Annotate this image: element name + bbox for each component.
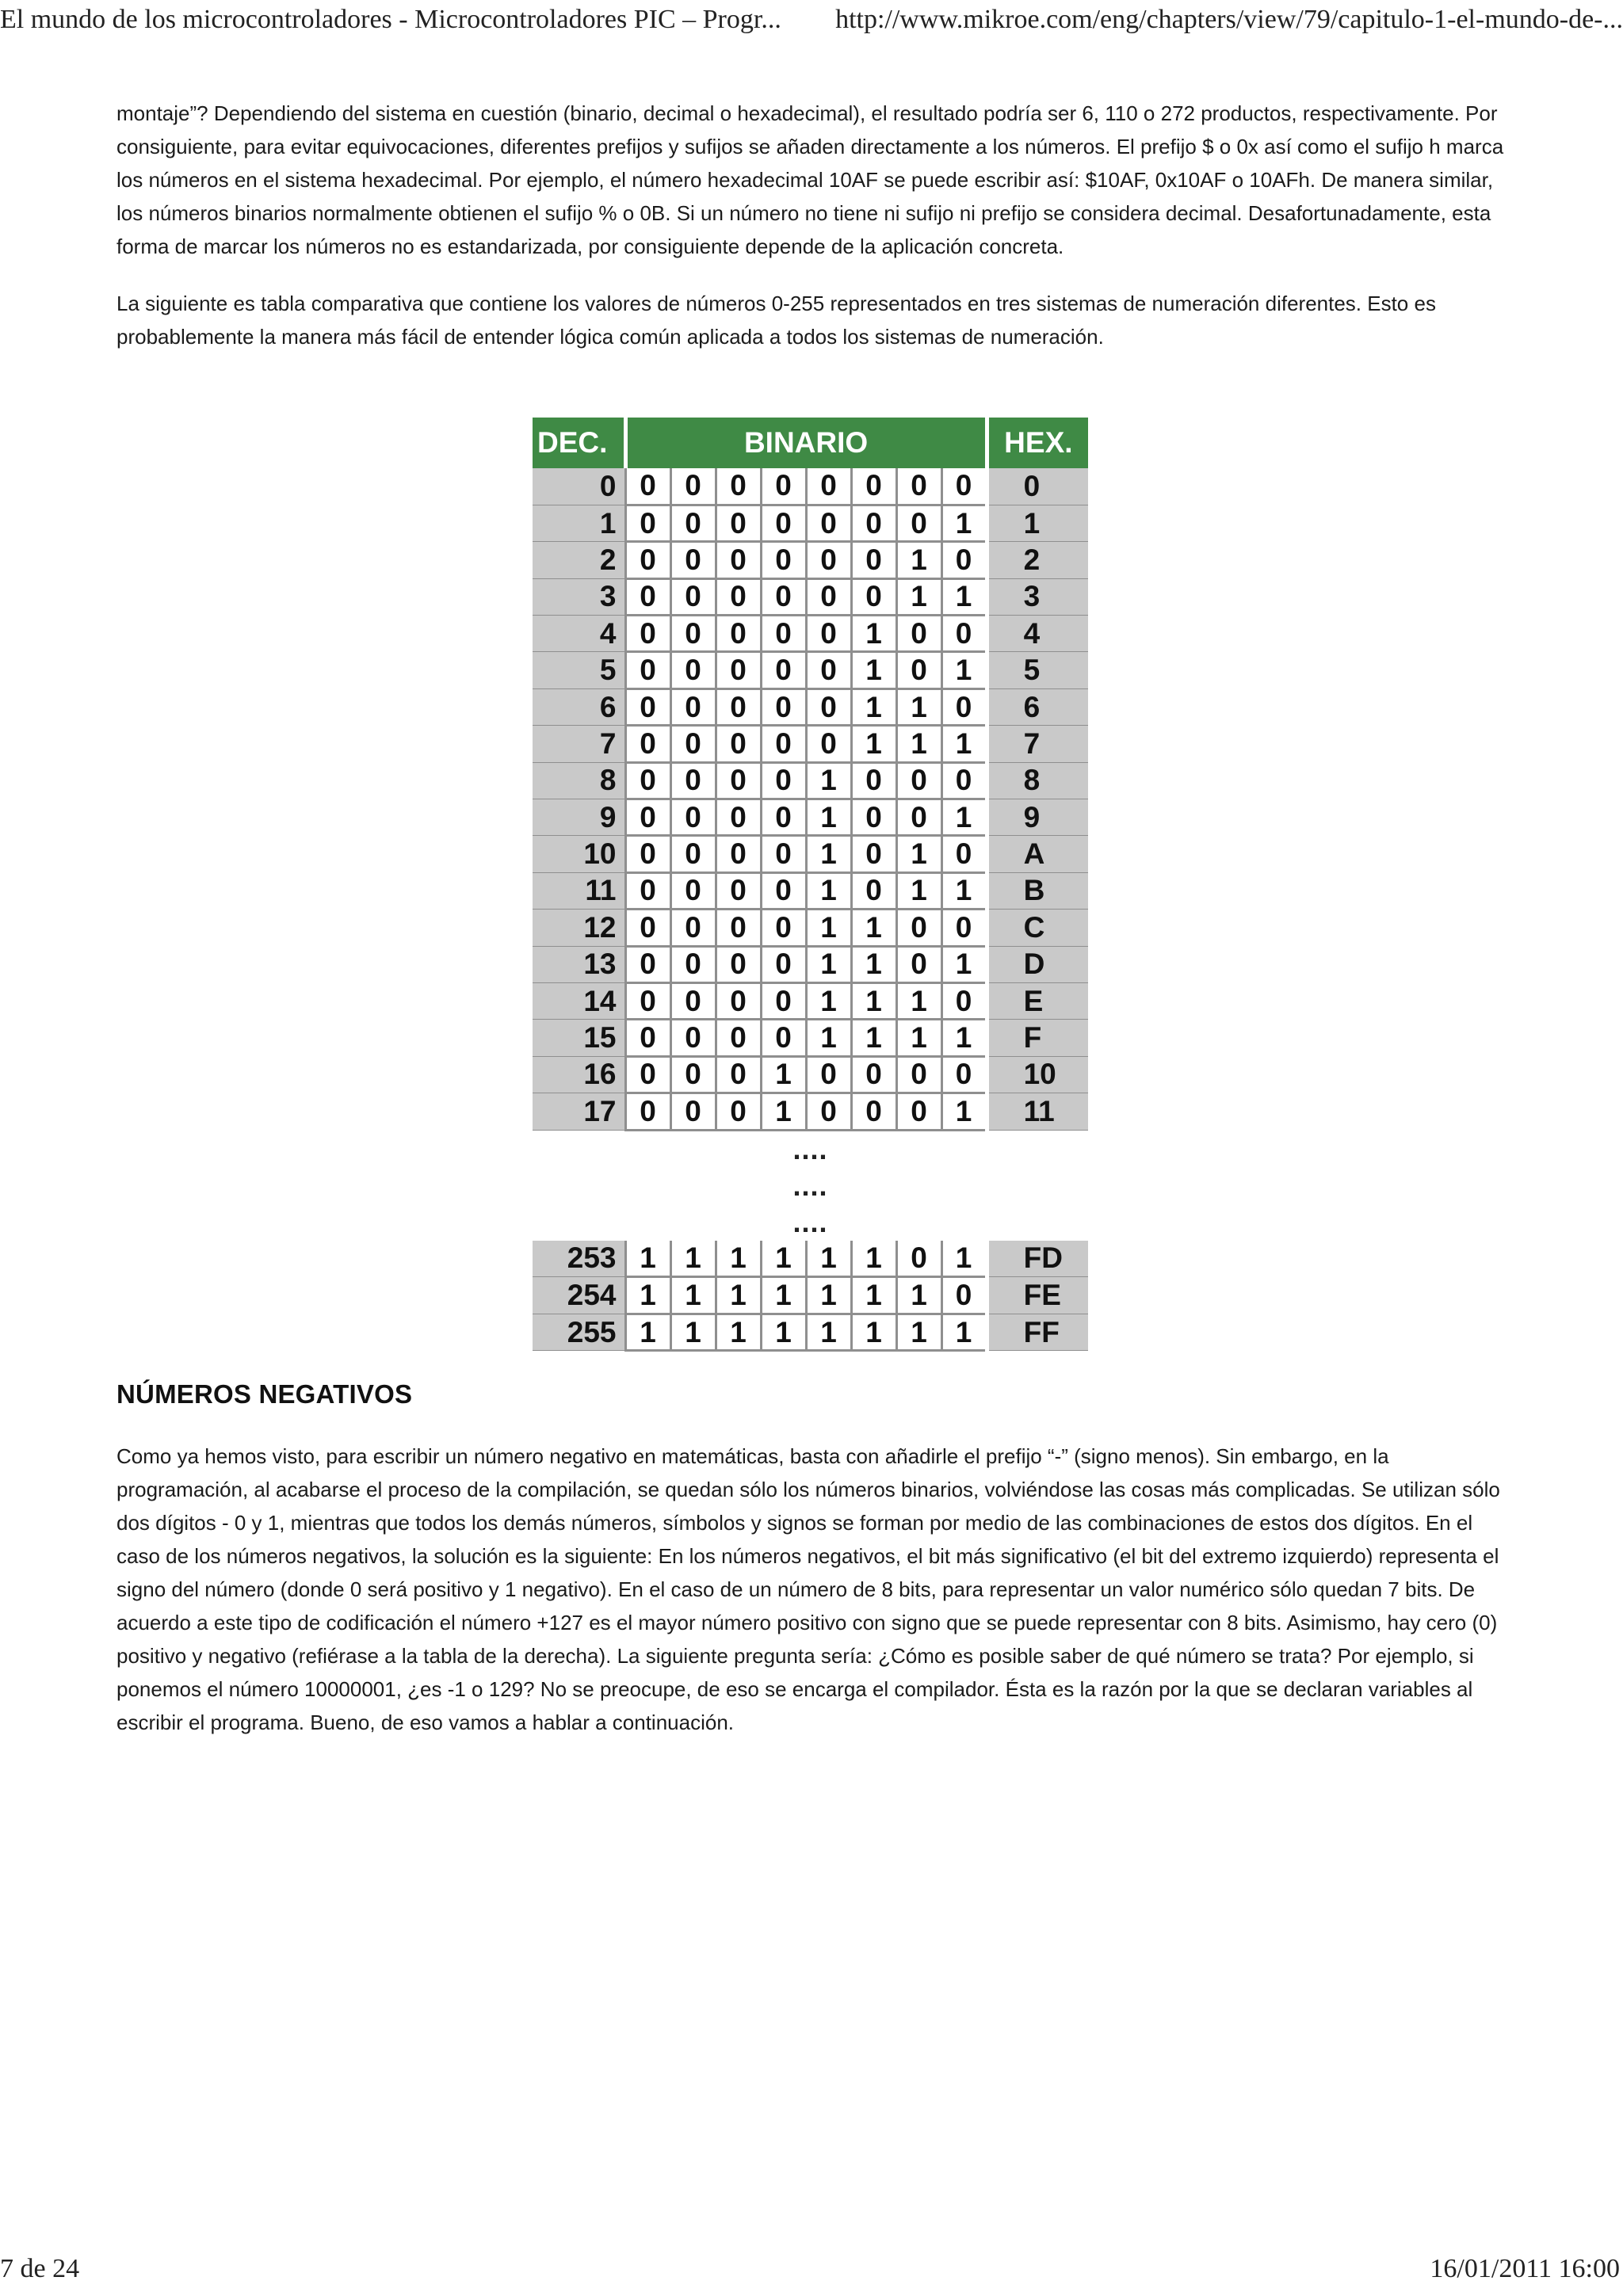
bit-cell: 0: [806, 688, 851, 725]
paragraph-negative-numbers: Como ya hemos visto, para escribir un número negativo en matemáticas, basta con añadirle el prefijo “-” (signo menos). Sin embargo, en la programación, al acabarse el proceso de la compilación, se quedan sólo los números binarios, volviéndose las cosas más complicadas. Se utilizan sólo dos dígitos - 0 y 1, mientras que todos los demás números, símbolos y signos se forman por medio de las combinaciones de estos dos dígitos. En el caso de los números negativos, la solución es la siguiente: En los números negativos, el bit más significativo (el bit del extremo izquierdo) representa el signo del número (donde 0 será positivo y 1 negativo). En el caso de un número de 8 bits, para representar un valor numérico sólo quedan 7 bits. De acuerdo a este tipo de codificación el número +127 es el mayor número positivo con signo que se puede representar con 8 bits. Asimismo, hay cero (0) positivo y negativo (refiérase a la tabla de la derecha). La siguiente pregunta sería: ¿Cómo es posible saber de qué número se trata? Por ejemplo, si ponemos el número 10000001, ¿es -1 o 129? No se preocupe, de eso se encarga el compilador. Ésta es la razón por la que se declaran variables al escribir el programa. Bueno, de eso vamos a hablar a continuación.: [116, 1444, 1500, 1734]
bit-cell: 1: [851, 982, 896, 1019]
conversion-table: [533, 418, 1088, 1352]
bit-cell: 1: [670, 1314, 716, 1350]
bit-cell: 1: [941, 578, 987, 615]
bit-cell: 0: [806, 726, 851, 762]
bit-cell: 1: [806, 872, 851, 909]
bit-cell: 0: [941, 910, 987, 946]
dec-cell: 11: [533, 872, 625, 909]
bit-cell: 0: [670, 578, 716, 615]
bit-cell: 0: [761, 872, 806, 909]
hex-cell: FF: [987, 1314, 1088, 1350]
bit-cell: 0: [716, 982, 761, 1019]
bit-cell: 0: [625, 505, 670, 541]
bit-cell: 0: [941, 468, 987, 505]
table-row: [533, 799, 1088, 836]
bit-cell: 0: [896, 1241, 941, 1277]
bit-cell: 0: [670, 910, 716, 946]
bit-cell: 1: [851, 1020, 896, 1056]
bit-cell: 0: [806, 652, 851, 688]
bit-cell: 0: [851, 872, 896, 909]
bit-cell: 1: [896, 836, 941, 872]
bit-cell: 0: [941, 982, 987, 1019]
bit-cell: 0: [761, 616, 806, 652]
hex-cell: F: [987, 1020, 1088, 1056]
bit-cell: 0: [851, 505, 896, 541]
bit-cell: 0: [670, 726, 716, 762]
hex-cell: 3: [987, 578, 1088, 615]
dec-cell: 5: [533, 652, 625, 688]
hex-cell: 5: [987, 652, 1088, 688]
bit-cell: 1: [941, 946, 987, 982]
bit-cell: 0: [806, 616, 851, 652]
bit-cell: 0: [625, 1020, 670, 1056]
bit-cell: 0: [670, 1093, 716, 1130]
bit-cell: 1: [941, 1093, 987, 1130]
bit-cell: 0: [716, 799, 761, 836]
dec-cell: 12: [533, 910, 625, 946]
bit-cell: 0: [625, 946, 670, 982]
bit-cell: 0: [670, 1056, 716, 1093]
hex-cell: D: [987, 946, 1088, 982]
table-row: [533, 836, 1088, 872]
dec-cell: 253: [533, 1241, 625, 1277]
hex-cell: E: [987, 982, 1088, 1019]
bit-cell: 1: [806, 946, 851, 982]
bit-cell: 1: [806, 1241, 851, 1277]
bit-cell: 0: [761, 468, 806, 505]
bit-cell: 1: [896, 688, 941, 725]
table-row: [533, 505, 1088, 541]
bit-cell: 1: [896, 982, 941, 1019]
bit-cell: 0: [761, 910, 806, 946]
bit-cell: 1: [896, 1020, 941, 1056]
bit-cell: 0: [716, 946, 761, 982]
bit-cell: 0: [851, 799, 896, 836]
bit-cell: 1: [896, 726, 941, 762]
table-row: [533, 1314, 1088, 1350]
bit-cell: 1: [806, 1277, 851, 1314]
bit-cell: 0: [896, 1093, 941, 1130]
bit-cell: 1: [716, 1277, 761, 1314]
bit-cell: 0: [670, 505, 716, 541]
number-systems-table: [533, 418, 1088, 1352]
bit-cell: 0: [851, 578, 896, 615]
bit-cell: 0: [716, 578, 761, 615]
bit-cell: 0: [761, 799, 806, 836]
bit-cell: 1: [761, 1277, 806, 1314]
bit-cell: 0: [716, 726, 761, 762]
bit-cell: 0: [761, 946, 806, 982]
bit-cell: 0: [806, 1093, 851, 1130]
bit-cell: 0: [625, 762, 670, 799]
bit-cell: 0: [761, 542, 806, 578]
bit-cell: 0: [670, 982, 716, 1019]
bit-cell: 1: [896, 1277, 941, 1314]
hex-cell: 4: [987, 616, 1088, 652]
bit-cell: 0: [941, 616, 987, 652]
bit-cell: 1: [851, 1277, 896, 1314]
header-hex: HEX.: [987, 418, 1088, 468]
bit-cell: 0: [625, 872, 670, 909]
dec-cell: 1: [533, 505, 625, 541]
dec-cell: 4: [533, 616, 625, 652]
intro-text: [116, 97, 1511, 353]
bit-cell: 0: [941, 1277, 987, 1314]
dec-cell: 13: [533, 946, 625, 982]
bit-cell: 0: [896, 468, 941, 505]
bit-cell: 0: [625, 688, 670, 725]
bit-cell: 1: [941, 872, 987, 909]
dec-cell: 17: [533, 1093, 625, 1130]
bit-cell: 0: [896, 616, 941, 652]
bit-cell: 1: [941, 505, 987, 541]
table-row: [533, 616, 1088, 652]
table-row: [533, 726, 1088, 762]
table-row: [533, 946, 1088, 982]
bit-cell: 1: [670, 1277, 716, 1314]
bit-cell: 0: [625, 1093, 670, 1130]
bit-cell: 0: [625, 542, 670, 578]
bit-cell: 1: [851, 652, 896, 688]
table-ellipsis-row: [533, 1130, 1088, 1241]
dec-cell: 10: [533, 836, 625, 872]
table-row: [533, 982, 1088, 1019]
bit-cell: 0: [716, 505, 761, 541]
table-row: [533, 1056, 1088, 1093]
ellipsis-line: ....: [792, 1132, 828, 1165]
bit-cell: 1: [806, 799, 851, 836]
bit-cell: 0: [761, 688, 806, 725]
bit-cell: 1: [806, 1020, 851, 1056]
paragraph-table-intro: La siguiente es tabla comparativa que contiene los valores de números 0-255 representados en tres sistemas de numeración diferentes. Esto es probablemente la manera más fácil de entender lógica común aplicada a todos los sistemas de numeración.: [116, 292, 1436, 349]
dec-cell: 16: [533, 1056, 625, 1093]
bit-cell: 0: [625, 578, 670, 615]
dec-cell: 15: [533, 1020, 625, 1056]
bit-cell: 0: [670, 872, 716, 909]
bit-cell: 1: [941, 799, 987, 836]
bit-cell: 0: [670, 946, 716, 982]
dec-cell: 0: [533, 468, 625, 505]
hex-cell: 1: [987, 505, 1088, 541]
bit-cell: 1: [806, 1314, 851, 1350]
section-heading: NÚMEROS NEGATIVOS: [116, 1379, 413, 1409]
table-row: [533, 578, 1088, 615]
bit-cell: 0: [670, 762, 716, 799]
bit-cell: 1: [896, 872, 941, 909]
bit-cell: 0: [761, 836, 806, 872]
hex-cell: 6: [987, 688, 1088, 725]
dec-cell: 255: [533, 1314, 625, 1350]
bit-cell: 0: [716, 1093, 761, 1130]
table-row: [533, 1020, 1088, 1056]
bit-cell: 1: [851, 726, 896, 762]
page-url: http://www.mikroe.com/eng/chapters/view/79/capitulo-1-el-mundo-de-...: [835, 5, 1623, 34]
bit-cell: 0: [941, 542, 987, 578]
bit-cell: 0: [761, 505, 806, 541]
table-row: [533, 1241, 1088, 1277]
table-row: [533, 1093, 1088, 1130]
bit-cell: 0: [941, 836, 987, 872]
bit-cell: 0: [670, 616, 716, 652]
bit-cell: 0: [625, 910, 670, 946]
bit-cell: 0: [716, 872, 761, 909]
bit-cell: 0: [941, 688, 987, 725]
bit-cell: 0: [806, 542, 851, 578]
bit-cell: 0: [625, 799, 670, 836]
bit-cell: 1: [806, 982, 851, 1019]
bit-cell: 1: [806, 836, 851, 872]
bit-cell: 0: [716, 836, 761, 872]
bit-cell: 0: [716, 542, 761, 578]
bit-cell: 0: [716, 910, 761, 946]
bit-cell: 0: [941, 1056, 987, 1093]
bit-cell: 0: [851, 542, 896, 578]
bit-cell: 0: [806, 578, 851, 615]
bit-cell: 0: [625, 652, 670, 688]
bit-cell: 0: [896, 1056, 941, 1093]
dec-cell: 14: [533, 982, 625, 1019]
hex-cell: FD: [987, 1241, 1088, 1277]
bit-cell: 0: [896, 652, 941, 688]
bit-cell: 1: [670, 1241, 716, 1277]
print-datetime: 16/01/2011 16:00: [1430, 2254, 1620, 2283]
dec-cell: 8: [533, 762, 625, 799]
bit-cell: 1: [851, 910, 896, 946]
bit-cell: 1: [851, 1314, 896, 1350]
negative-numbers-text: [116, 1440, 1511, 1739]
bit-cell: 1: [625, 1277, 670, 1314]
paragraph-prefixes: montaje”? Dependiendo del sistema en cuestión (binario, decimal o hexadecimal), el resultado podría ser 6, 110 o 272 productos, respectivamente. Por consiguiente, para evitar equivocaciones, diferentes prefijos y sufijos se añaden directamente a los números. El prefijo $ o 0x así como el sufijo h marca los números en el sistema hexadecimal. Por ejemplo, el número hexadecimal 10AF se puede escribir así: $10AF, 0x10AF o 10AFh. De manera similar, los números binarios normalmente obtienen el sufijo % o 0B. Si un número no tiene ni sufijo ni prefijo se considera decimal. Desafortunadamente, esta forma de marcar los números no es estandarizada, por consiguiente depende de la aplicación concreta.: [116, 101, 1504, 258]
bit-cell: 0: [716, 616, 761, 652]
bit-cell: 1: [716, 1314, 761, 1350]
bit-cell: 0: [670, 799, 716, 836]
bit-cell: 0: [851, 762, 896, 799]
bit-cell: 1: [896, 1314, 941, 1350]
bit-cell: 1: [806, 910, 851, 946]
bit-cell: 1: [625, 1314, 670, 1350]
bit-cell: 1: [851, 688, 896, 725]
hex-cell: 9: [987, 799, 1088, 836]
hex-cell: 2: [987, 542, 1088, 578]
bit-cell: 1: [941, 652, 987, 688]
page-number: 7 de 24: [0, 2254, 80, 2283]
dec-cell: 3: [533, 578, 625, 615]
hex-cell: B: [987, 872, 1088, 909]
bit-cell: 0: [716, 652, 761, 688]
bit-cell: 1: [761, 1241, 806, 1277]
bit-cell: 1: [941, 726, 987, 762]
bit-cell: 0: [941, 762, 987, 799]
header-binario: BINARIO: [625, 418, 987, 468]
bit-cell: 0: [896, 799, 941, 836]
hex-cell: A: [987, 836, 1088, 872]
table-row: [533, 468, 1088, 505]
bit-cell: 0: [670, 688, 716, 725]
bit-cell: 0: [716, 468, 761, 505]
bit-cell: 1: [625, 1241, 670, 1277]
bit-cell: 0: [625, 836, 670, 872]
bit-cell: 1: [896, 578, 941, 615]
bit-cell: 0: [896, 946, 941, 982]
print-header: [0, 0, 1623, 48]
bit-cell: 1: [806, 762, 851, 799]
ellipsis-dots: [533, 1131, 1088, 1241]
bit-cell: 0: [670, 542, 716, 578]
bit-cell: 1: [761, 1093, 806, 1130]
table-header-row: [533, 418, 1088, 468]
hex-cell: 7: [987, 726, 1088, 762]
bit-cell: 1: [851, 1241, 896, 1277]
bit-cell: 0: [851, 1056, 896, 1093]
bit-cell: 0: [625, 1056, 670, 1093]
table-row: [533, 762, 1088, 799]
bit-cell: 1: [941, 1314, 987, 1350]
bit-cell: 0: [761, 726, 806, 762]
bit-cell: 0: [625, 726, 670, 762]
hex-cell: FE: [987, 1277, 1088, 1314]
ellipsis-line: ....: [792, 1205, 828, 1238]
bit-cell: 0: [670, 468, 716, 505]
bit-cell: 0: [716, 688, 761, 725]
bit-cell: 0: [896, 505, 941, 541]
print-footer: [0, 2254, 1623, 2294]
dec-cell: 2: [533, 542, 625, 578]
bit-cell: 0: [670, 1020, 716, 1056]
bit-cell: 0: [761, 578, 806, 615]
bit-cell: 0: [806, 505, 851, 541]
bit-cell: 0: [761, 1020, 806, 1056]
bit-cell: 0: [716, 1020, 761, 1056]
bit-cell: 1: [896, 542, 941, 578]
page-title: El mundo de los microcontroladores - Microcontroladores PIC – Progr...: [0, 5, 781, 34]
table-row: [533, 910, 1088, 946]
bit-cell: 0: [625, 468, 670, 505]
hex-cell: 10: [987, 1056, 1088, 1093]
hex-cell: C: [987, 910, 1088, 946]
hex-cell: 8: [987, 762, 1088, 799]
bit-cell: 0: [761, 982, 806, 1019]
bit-cell: 0: [716, 1056, 761, 1093]
hex-cell: 11: [987, 1093, 1088, 1130]
hex-cell: 0: [987, 468, 1088, 505]
bit-cell: 0: [625, 982, 670, 1019]
dec-cell: 9: [533, 799, 625, 836]
bit-cell: 0: [806, 468, 851, 505]
bit-cell: 0: [806, 1056, 851, 1093]
bit-cell: 1: [851, 946, 896, 982]
bit-cell: 0: [851, 468, 896, 505]
dec-cell: 7: [533, 726, 625, 762]
bit-cell: 0: [625, 616, 670, 652]
bit-cell: 0: [896, 910, 941, 946]
ellipsis-line: ....: [792, 1169, 828, 1202]
bit-cell: 1: [851, 616, 896, 652]
bit-cell: 0: [761, 762, 806, 799]
bit-cell: 1: [761, 1314, 806, 1350]
bit-cell: 1: [716, 1241, 761, 1277]
bit-cell: 0: [851, 1093, 896, 1130]
bit-cell: 0: [716, 762, 761, 799]
header-dec: DEC.: [533, 418, 625, 468]
table-row: [533, 652, 1088, 688]
bit-cell: 1: [941, 1020, 987, 1056]
dec-cell: 6: [533, 688, 625, 725]
table-row: [533, 688, 1088, 725]
table-row: [533, 542, 1088, 578]
table-row: [533, 872, 1088, 909]
bit-cell: 0: [670, 652, 716, 688]
bit-cell: 1: [941, 1241, 987, 1277]
bit-cell: 0: [670, 836, 716, 872]
dec-cell: 254: [533, 1277, 625, 1314]
bit-cell: 0: [896, 762, 941, 799]
bit-cell: 0: [851, 836, 896, 872]
bit-cell: 0: [761, 652, 806, 688]
bit-cell: 1: [761, 1056, 806, 1093]
table-row: [533, 1277, 1088, 1314]
